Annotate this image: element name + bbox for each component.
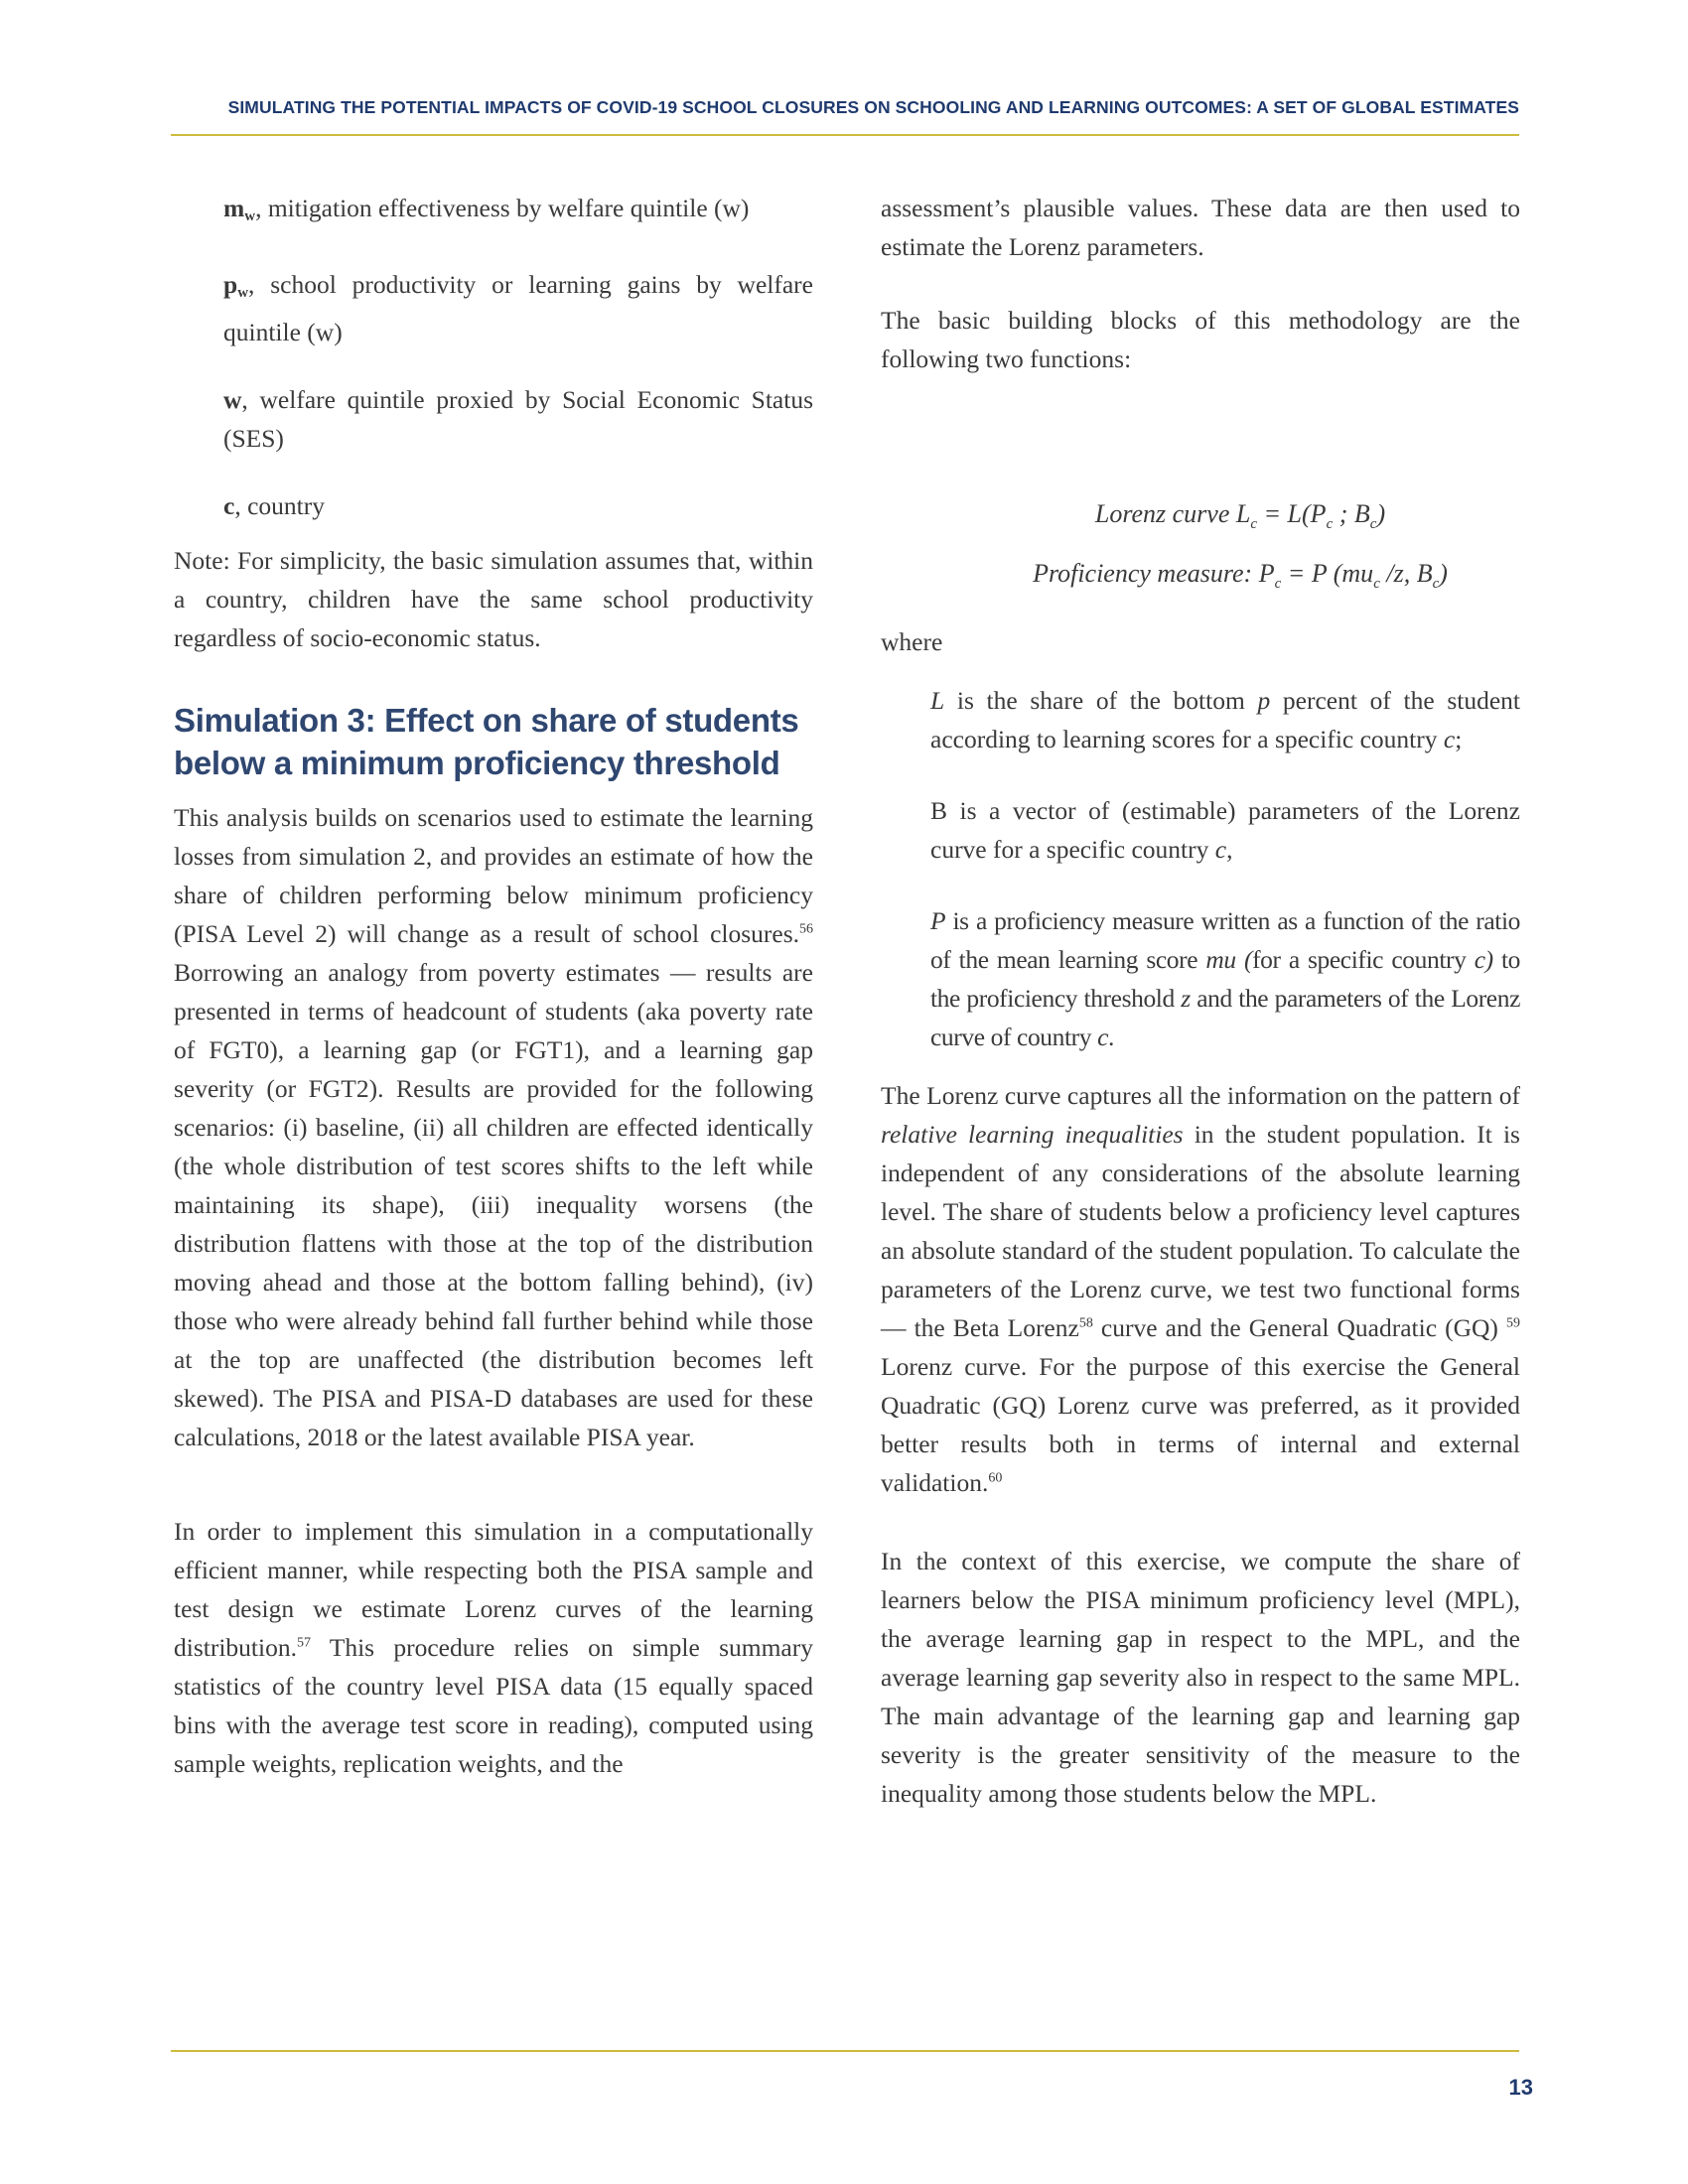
footnote-ref-58[interactable]: 58	[1078, 1315, 1093, 1331]
where-label: where	[881, 627, 943, 656]
body-paragraph: assessment’s plausible values. These data are then used to estimate the Lorenz parameters.	[881, 194, 1520, 261]
variable-definition-m: $m_w$, mitigation effectiveness by welfare quintile (w)	[223, 194, 750, 224]
footnote-ref-57[interactable]: 57	[296, 1635, 311, 1651]
body-paragraph: In the context of this exercise, we compute the share of learners below the PISA minimum proficiency level (MPL), the average learning gap in respect to the MPL, and the average learning gap severity also in respect to the same MPL. The main advantage of the learning gap and learning gap severity is the greater sensitivity of the measure to the inequality among those students below the MPL.	[881, 1547, 1520, 1808]
definition-P: P is a proficiency measure written as a function of the ratio of the mean learning score mu (for a specific country c) to the proficiency threshold z and the parameters of the Lorenz curve of country c.	[930, 906, 1520, 1051]
footnote-ref-60[interactable]: 60	[988, 1470, 1003, 1486]
body-paragraph: The Lorenz curve captures all the information on the pattern of relative learning inequalities in the student population. It is independent of any considerations of the absolute learning level. The share of students below a proficiency level captures an absolute standard of the student population. To calculate the parameters of the Lorenz curve, we test two functional forms — the Beta Lorenz$^{58}$ curve and the General Quadratic (GQ) $^{59}$ Lorenz curve. For the purpose of this exercise the General Quadratic (GQ) Lorenz curve was preferred, as it provided better results both in terms of internal and external validation.$^{60}$	[881, 1081, 1521, 1497]
definition-L: L is the share of the bottom p percent of the student according to learning scores for a specific country c;	[930, 686, 1520, 753]
variable-definition-c: c, country	[223, 491, 325, 520]
body-paragraph: In order to implement this simulation in a computationally efficient manner, while respecting both the PISA sample and test design we estimate Lorenz curves of the learning distribution.$^{57}$ This procedure relies on simple summary statistics of the country level PISA data (15 equally spaced bins with the average test score in reading), computed using sample weights, replication weights, and the	[174, 1517, 813, 1778]
running-title: SIMULATING THE POTENTIAL IMPACTS OF COVID-19 SCHOOL CLOSURES ON SCHOOLING AND LEARNING OUTCOMES: A SET OF GLOBAL ESTIMATES	[227, 97, 1519, 117]
variable-definition-w: w, welfare quintile proxied by Social Economic Status (SES)	[223, 385, 813, 453]
footnote-ref-56[interactable]: 56	[799, 921, 813, 937]
formula-lorenz-curve: Lorenz curve $L_c = L(P_c$ ; $B_c$)	[1094, 499, 1386, 532]
page-number: 13	[1508, 2075, 1533, 2100]
formula-proficiency-measure: Proficiency measure: $P_c = P$ ($mu_c$ /z, $B_c$)	[1033, 559, 1448, 592]
right-column	[881, 189, 1520, 1813]
header-rule	[171, 134, 1519, 136]
note-paragraph: Note: For simplicity, the basic simulation assumes that, within a country, children have the same school productivity regardless of socio-economic status.	[174, 546, 813, 652]
section-heading: Simulation 3: Effect on share of students below a minimum proficiency threshold	[174, 702, 799, 781]
body-paragraph: The basic building blocks of this methodology are the following two functions:	[881, 306, 1520, 373]
footnote-ref-59[interactable]: 59	[1506, 1315, 1521, 1331]
footer-rule	[171, 2050, 1519, 2052]
left-column	[174, 189, 813, 1783]
variable-definition-p: $p_w$, school productivity or learning gains by welfare quintile (w)	[223, 270, 813, 346]
body-paragraph: This analysis builds on scenarios used to estimate the learning losses from simulation 2, and provides an estimate of how the share of children performing below minimum proficiency (PISA Level 2) will change as a result of school closures.$^{56}$ Borrowing an analogy from poverty estimates — results are presented in terms of headcount of students (aka poverty rate of FGT0), a learning gap (or FGT1), and a learning gap severity (or FGT2). Results are provided for the following scenarios: (i) baseline, (ii) all children are effected identically (the whole distribution of test scores shifts to the left while maintaining its shape), (iii) inequality worsens (the distribution flattens with those at the top of the distribution moving ahead and those at the bottom falling behind), (iv) those who were already behind fall further behind while those at the top are unaffected (the distribution becomes left skewed). The PISA and PISA-D databases are used for these calculations, 2018 or the latest available PISA year.	[174, 803, 813, 1451]
definition-B: B is a vector of (estimable) parameters of the Lorenz curve for a specific country c,	[930, 796, 1520, 864]
